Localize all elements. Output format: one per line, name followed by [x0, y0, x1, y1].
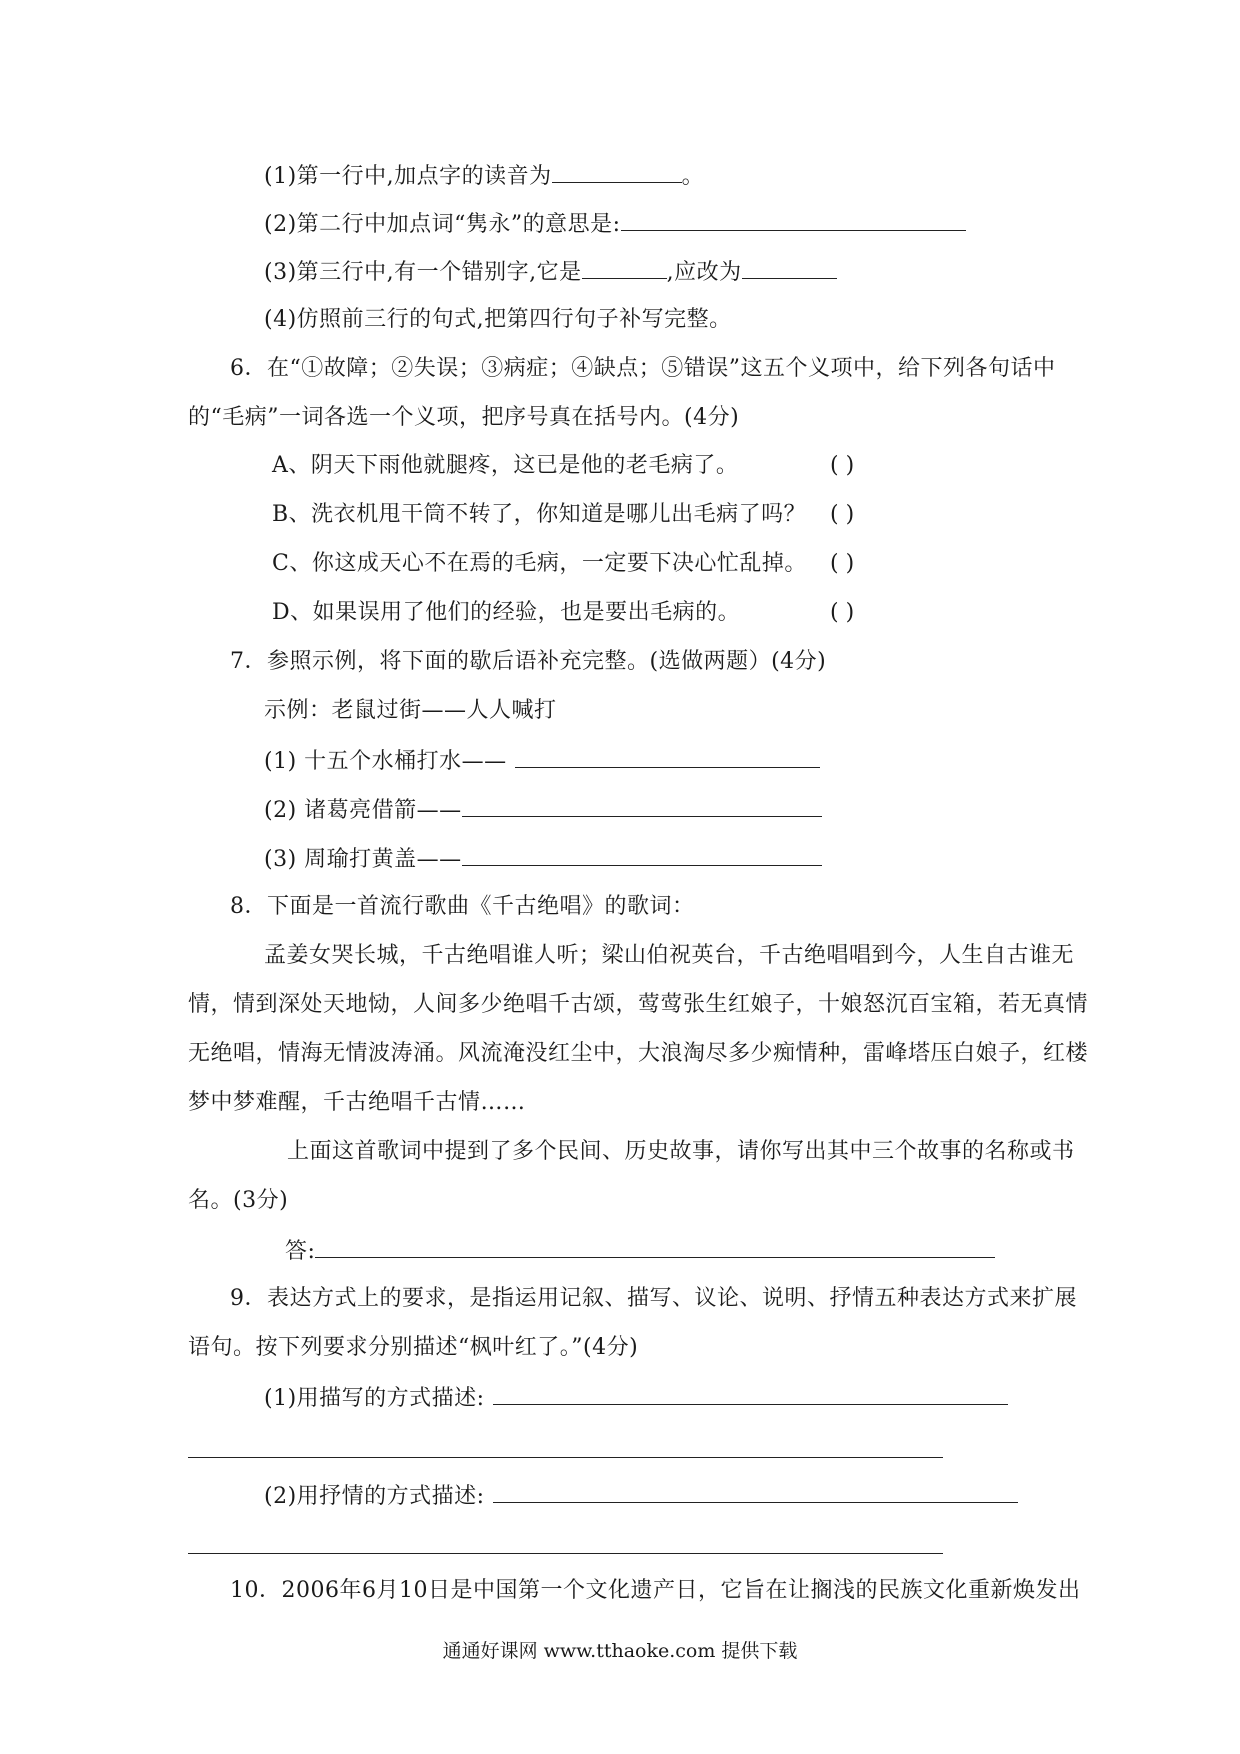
q9-sub1-text: (1)用描写的方式描述: [264, 1386, 485, 1411]
q5-sub4 [264, 305, 732, 335]
q7-item-2-blank[interactable] [462, 794, 822, 817]
q8-lyrics-line3: 无绝唱，情海无情波涛涌。风流淹没红尘中，大浪淘尽多少痴情种，雷峰塔压白娘子，红楼 [188, 1041, 1089, 1066]
q10-stem: 10．2006年6月10日是中国第一个文化遗产日，它旨在让搁浅的民族文化重新焕发出 [230, 1578, 1081, 1603]
q8-ask-line2: 名。(3分) [188, 1188, 289, 1213]
q6-item-c-paren[interactable]: ( ) [830, 551, 855, 576]
q7-item-3-text: (3) 周瑜打黄盖—— [264, 847, 462, 872]
q5-sub4-text: (4)仿照前三行的句式,把第四行句子补写完整。 [264, 307, 732, 332]
q9-sub2-text: (2)用抒情的方式描述: [264, 1484, 485, 1509]
q6-item-a: A、阴天下雨他就腿疼，这已是他的老毛病了。 [272, 453, 739, 478]
q7-item-1 [264, 745, 820, 777]
q7-item-3 [264, 843, 822, 875]
q6-stem-line1: 6．在“①故障；②失误；③病症；④缺点；⑤错误”这五个义项中，给下列各句话中 [230, 356, 1056, 381]
q9-sub1 [264, 1382, 1008, 1414]
q5-sub2 [264, 208, 966, 240]
q7-stem: 7．参照示例，将下面的歇后语补充完整。(选做两题）(4分) [230, 649, 827, 674]
q9-stem-line2: 语句。按下列要求分别描述“枫叶红了。”(4分) [188, 1335, 639, 1360]
q5-sub2-blank[interactable] [621, 208, 966, 231]
q6-item-b-paren[interactable]: ( ) [830, 502, 855, 527]
q7-item-3-blank[interactable] [462, 843, 822, 866]
q5-sub1-text: (1)第一行中,加点字的读音为 [264, 164, 552, 189]
q8-lyrics-line1: 孟姜女哭长城，千古绝唱谁人听；梁山伯祝英台，千古绝唱唱到今，人生自古谁无 [264, 943, 1075, 968]
q5-sub3-text-b: ,应改为 [666, 260, 742, 285]
q6-item-a-paren[interactable]: ( ) [830, 453, 855, 478]
q5-sub3-text-a: (3)第三行中,有一个错别字,它是 [264, 260, 582, 285]
q5-sub3 [264, 256, 837, 288]
q9-sub1-answer-line[interactable] [188, 1457, 943, 1458]
q5-sub2-text: (2)第二行中加点词“隽永”的意思是: [264, 212, 621, 237]
q8-lyrics-line4: 梦中梦难醒，千古绝唱千古情…… [188, 1090, 526, 1115]
q7-item-1-text: (1) 十五个水桶打水—— [264, 749, 507, 774]
q6-item-d-paren[interactable]: ( ) [830, 600, 855, 625]
q9-sub2-answer-line[interactable] [188, 1553, 943, 1554]
q8-answer [285, 1235, 995, 1267]
q6-item-c: C、你这成天心不在焉的毛病，一定要下决心忙乱掉。 [272, 551, 807, 576]
q7-example: 示例：老鼠过街——人人喊打 [264, 698, 557, 723]
page-footer: 通通好课网 www.tthaoke.com 提供下载 [442, 1640, 798, 1662]
q7-item-1-blank[interactable] [515, 745, 820, 768]
q6-stem-line2: 的“毛病”一词各选一个义项，把序号真在括号内。(4分) [188, 405, 740, 430]
q6-item-d: D、如果误用了他们的经验，也是要出毛病的。 [272, 600, 741, 625]
q9-sub2-blank[interactable] [493, 1480, 1018, 1503]
q7-item-2 [264, 794, 822, 826]
q8-answer-label: 答: [285, 1239, 316, 1264]
q5-sub1-end: 。 [681, 164, 705, 189]
q8-ask-line1: 上面这首歌词中提到了多个民间、历史故事，请你写出其中三个故事的名称或书 [287, 1139, 1075, 1164]
q7-item-2-text: (2) 诸葛亮借箭—— [264, 798, 462, 823]
q8-answer-blank[interactable] [315, 1235, 995, 1258]
q6-item-b: B、洗衣机甩干筒不转了，你知道是哪儿出毛病了吗？ [272, 502, 807, 527]
q5-sub1-blank[interactable] [552, 160, 682, 183]
q8-lyrics-line2: 情，情到深处天地恸，人间多少绝唱千古颂，莺莺张生红娘子，十娘怒沉百宝箱，若无真情 [188, 992, 1089, 1017]
q5-sub3-blank-b[interactable] [742, 256, 837, 279]
q5-sub1 [264, 160, 704, 192]
q8-stem: 8．下面是一首流行歌曲《千古绝唱》的歌词： [230, 894, 695, 919]
q9-stem-line1: 9．表达方式上的要求，是指运用记叙、描写、议论、说明、抒情五种表达方式来扩展 [230, 1286, 1077, 1311]
q5-sub3-blank-a[interactable] [582, 256, 667, 279]
q9-sub1-blank[interactable] [493, 1382, 1008, 1405]
q9-sub2 [264, 1480, 1018, 1512]
